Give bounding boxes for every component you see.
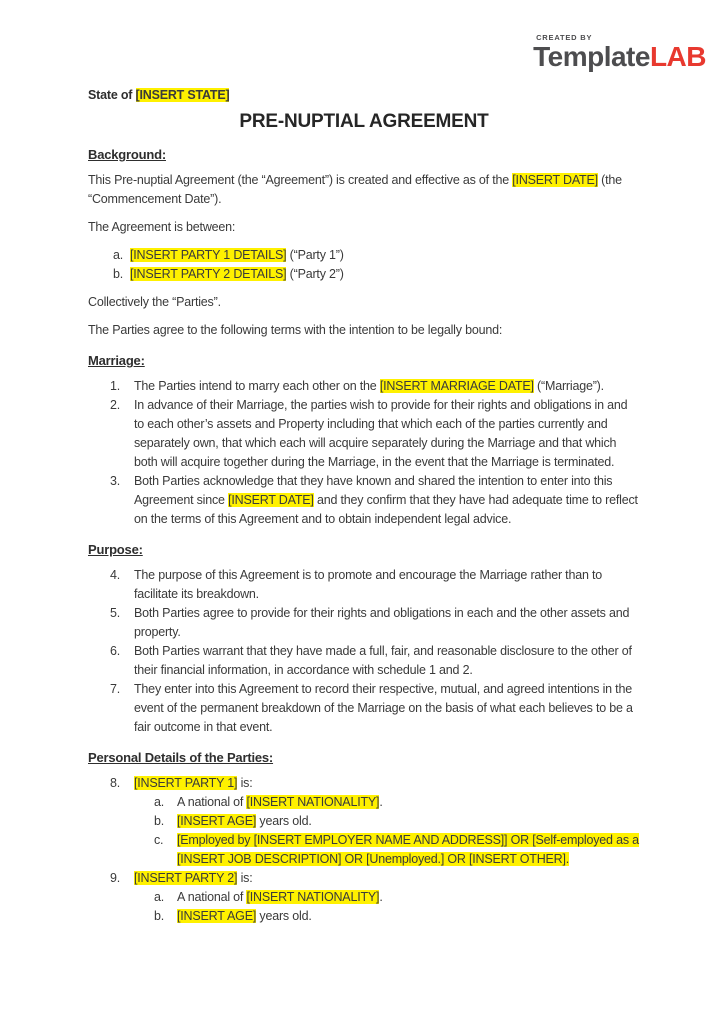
list-item-8a [88, 793, 640, 812]
logo-lab-text: LAB [649, 40, 706, 72]
text-run: (“Party 1”) [286, 248, 344, 262]
insert-age-field: [INSERT AGE] [177, 909, 257, 923]
list-item-9 [88, 869, 640, 888]
templatelab-logo [533, 34, 706, 71]
marriage-list [88, 377, 640, 529]
list-item-6 [88, 642, 640, 680]
text-run: years old. [256, 909, 312, 923]
section-heading-background: Background: [88, 147, 166, 162]
text-run: (“Party 2”) [286, 267, 344, 281]
text-run: The Parties intend to marry each other on the [134, 379, 380, 393]
personal-details-list [88, 774, 640, 926]
text-run: In advance of their Marriage, the parties wish to provide for their rights and obligations in and to each other’s assets and Property including that which each of the parties currently and separately own, that which each will acquire separately during the Marriage and that which both will acquire together during the Marriage, in the event that the Marriage is terminated. [134, 398, 628, 469]
list-item-7 [88, 680, 640, 737]
insert-nationality-field: [INSERT NATIONALITY] [246, 890, 380, 904]
list-item-party-2 [88, 265, 640, 284]
text-run: is: [237, 871, 253, 885]
list-marker: a. [154, 890, 165, 904]
logo-created-by-text: CREATED BY [536, 33, 593, 42]
list-item-5 [88, 604, 640, 642]
logo-template-text: Template [533, 40, 650, 72]
text-run: They enter into this Agreement to record their respective, mutual, and agreed intentions in the event of the permanent breakdown of the Marriage on the basis of what each believes to be a fair outcome in that event. [134, 682, 633, 734]
list-item-2 [88, 396, 640, 472]
list-item-8b [88, 812, 640, 831]
text-run: (“Marriage”). [533, 379, 604, 393]
insert-age-field: [INSERT AGE] [177, 814, 257, 828]
list-item-3 [88, 472, 640, 529]
logo-wordmark [533, 40, 706, 72]
list-item-party-1 [88, 246, 640, 265]
state-line [88, 86, 640, 105]
list-marker: b. [154, 909, 165, 923]
list-item-1 [88, 377, 640, 396]
insert-party-2-details-field: [INSERT PARTY 2 DETAILS] [130, 267, 287, 281]
insert-date-field: [INSERT DATE] [228, 493, 314, 507]
document-body [88, 86, 640, 935]
section-heading-personal-details: Personal Details of the Parties: [88, 750, 274, 765]
section-heading-marriage: Marriage: [88, 353, 145, 368]
list-marker: b. [113, 267, 124, 281]
list-marker: 6. [110, 644, 121, 658]
list-marker: 7. [110, 682, 121, 696]
insert-party-1-field: [INSERT PARTY 1] [134, 776, 238, 790]
insert-nationality-field: [INSERT NATIONALITY] [246, 795, 380, 809]
list-marker: 4. [110, 568, 121, 582]
text-run: years old. [256, 814, 312, 828]
purpose-list [88, 566, 640, 737]
text-run: Both Parties agree to provide for their rights and obligations in each and the other assets and property. [134, 606, 630, 639]
insert-party-2-field: [INSERT PARTY 2] [134, 871, 238, 885]
page-title: PRE-NUPTIAL AGREEMENT [239, 111, 489, 132]
insert-marriage-date-field: [INSERT MARRIAGE DATE] [379, 379, 534, 393]
text-run: and they confirm that they have had adequate time to reflect on the terms of this Agreement and to obtain independent legal advice. [134, 493, 638, 526]
paragraph-agreement-between: The Agreement is between: [88, 220, 236, 234]
text-run: is: [237, 776, 253, 790]
text-run: Both Parties acknowledge that they have known and shared the intention to enter into this Agreement since [134, 474, 613, 507]
list-marker: a. [113, 248, 124, 262]
list-marker: 1. [110, 379, 121, 393]
state-line-label: State of [88, 88, 136, 102]
section-heading-purpose: Purpose: [88, 542, 143, 557]
list-marker: 3. [110, 474, 121, 488]
list-marker: 8. [110, 776, 121, 790]
text-run: (the “Commencement Date”). [88, 173, 622, 206]
insert-date-field: [INSERT DATE] [512, 173, 598, 187]
paragraph-legally-bound: The Parties agree to the following terms with the intention to be legally bound: [88, 323, 503, 337]
text-run: . [379, 795, 383, 809]
list-item-4 [88, 566, 640, 604]
list-marker: b. [154, 814, 165, 828]
text-run: Both Parties warrant that they have made a full, fair, and reasonable disclosure to the other of their financial information, in accordance with schedule 1 and 2. [134, 644, 632, 677]
text-run: The purpose of this Agreement is to promote and encourage the Marriage rather than to facilitate its breakdown. [134, 568, 603, 601]
insert-party-1-details-field: [INSERT PARTY 1 DETAILS] [130, 248, 287, 262]
paragraph-agreement-effective [88, 171, 640, 209]
list-item-8c [88, 831, 640, 869]
list-marker: a. [154, 795, 165, 809]
text-run: A national of [177, 795, 247, 809]
text-run: A national of [177, 890, 247, 904]
insert-employment-field: [Employed by [INSERT EMPLOYER NAME AND ADDRESS]] OR [Self-employed as a [INSERT JOB DESCRIPTION] OR [Unemployed.] OR [INSERT OTHER]. [177, 833, 639, 866]
parties-list [88, 246, 640, 284]
list-item-9b [88, 907, 640, 926]
text-run: This Pre-nuptial Agreement (the “Agreement”) is created and effective as of the [88, 173, 513, 187]
list-marker: 2. [110, 398, 121, 412]
list-marker: 5. [110, 606, 121, 620]
list-item-9a [88, 888, 640, 907]
list-item-8 [88, 774, 640, 793]
list-marker: 9. [110, 871, 121, 885]
list-marker: c. [154, 833, 164, 847]
insert-state-field: [INSERT STATE] [135, 88, 230, 102]
paragraph-collectively: Collectively the “Parties”. [88, 295, 221, 309]
text-run: . [379, 890, 383, 904]
